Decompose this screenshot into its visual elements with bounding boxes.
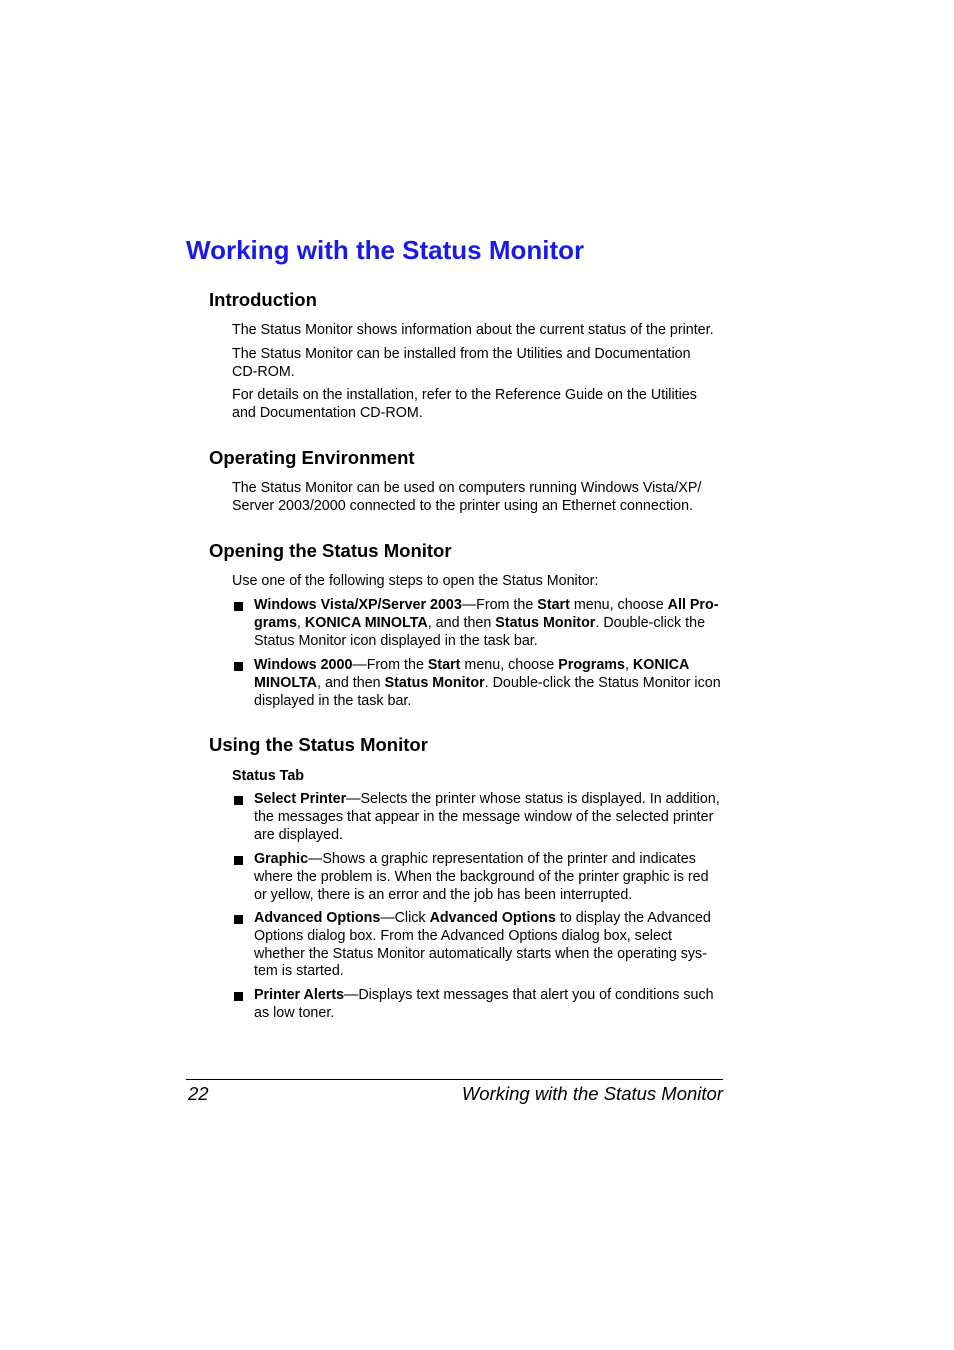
list-item-text: [254, 597, 718, 650]
text-line: Server 2003/2000 connected to the printer using an Ethernet connection.: [232, 497, 693, 514]
page-title: Working with the Status Monitor: [186, 235, 585, 265]
bold-term: Advanced Options: [429, 910, 556, 926]
introduction-paragraph-1: [232, 322, 732, 340]
text-run: —From the: [461, 597, 538, 613]
text-run: —Displays text messages that alert you of conditions such: [344, 987, 714, 1003]
text-run: . Double-click the Status Monitor icon: [484, 674, 721, 691]
text-run: ,: [624, 657, 633, 673]
square-bullet-icon: [234, 602, 243, 611]
text-run: —Selects the printer whose status is displayed. In addition,: [346, 791, 720, 807]
status-tab-subheading: Status Tab: [232, 768, 305, 784]
footer-title: Working with the Status Monitor: [461, 1083, 723, 1104]
text-line: tem is started.: [254, 963, 344, 980]
text-line: CD-ROM.: [232, 363, 295, 380]
operating-environment-paragraph: [232, 480, 732, 516]
bold-term: Programs: [558, 657, 625, 673]
text-run: —From the: [352, 657, 428, 673]
bold-term: Select Printer: [254, 791, 347, 807]
bold-term: MINOLTA: [254, 674, 317, 691]
bold-term: grams: [254, 614, 297, 631]
bold-term: KONICA: [632, 657, 690, 673]
square-bullet-icon: [234, 915, 243, 924]
square-bullet-icon: [234, 856, 243, 865]
text-line: Status Monitor icon displayed in the task bar.: [254, 632, 538, 649]
bold-term: Status Monitor: [495, 614, 596, 631]
list-item-text: [254, 987, 714, 1023]
text-run: to display the Advanced: [555, 910, 711, 926]
bold-term: Printer Alerts: [254, 987, 345, 1003]
text-line: [254, 791, 720, 809]
list-item-text: [254, 657, 721, 710]
text-line: [254, 675, 721, 693]
bold-term: Windows 2000: [254, 657, 353, 673]
text-line: Use one of the following steps to open the Status Monitor:: [232, 573, 599, 589]
list-item-text: [254, 851, 709, 904]
text-line: and Documentation CD-ROM.: [232, 404, 423, 421]
text-line: [254, 657, 721, 675]
text-run: ,: [296, 614, 305, 631]
bold-term: Status Monitor: [384, 674, 485, 691]
square-bullet-icon: [234, 662, 243, 671]
text-run: , and then: [427, 614, 496, 631]
text-line: displayed in the task bar.: [254, 692, 412, 709]
text-line: Options dialog box. From the Advanced Options dialog box, select: [254, 927, 673, 944]
footer-divider: [186, 1079, 723, 1080]
text-run: menu, choose: [569, 597, 668, 613]
bold-term: Start: [537, 597, 570, 613]
text-run: —Click: [380, 910, 430, 926]
text-line: where the problem is. When the background of the printer graphic is red: [254, 868, 709, 885]
page-number: 22: [188, 1083, 209, 1104]
text-line: or yellow, there is an error and the job has been interrupted.: [254, 886, 633, 903]
text-line: whether the Status Monitor automatically starts when the operating sys-: [254, 945, 707, 962]
bold-term: Advanced Options: [254, 910, 381, 926]
text-run: menu, choose: [460, 657, 559, 673]
opening-intro: [232, 573, 732, 591]
bold-term: All Pro-: [667, 597, 719, 613]
text-line: as low toner.: [254, 1004, 335, 1021]
list-item-text: [254, 910, 711, 981]
introduction-paragraph-3: [232, 387, 732, 423]
square-bullet-icon: [234, 796, 243, 805]
text-line: [254, 987, 714, 1005]
text-line: [254, 615, 718, 633]
bold-term: Graphic: [254, 851, 309, 867]
text-line: The Status Monitor shows information about the current status of the printer.: [232, 322, 714, 338]
text-run: —Shows a graphic representation of the printer and indicates: [308, 851, 696, 867]
text-line: are displayed.: [254, 826, 344, 843]
introduction-heading: Introduction: [209, 289, 317, 310]
text-run: , and then: [317, 674, 385, 691]
using-heading: Using the Status Monitor: [209, 734, 428, 755]
introduction-paragraph-2: [232, 346, 732, 382]
square-bullet-icon: [234, 992, 243, 1001]
bold-term: Start: [427, 657, 461, 673]
bold-term: Windows Vista/XP/Server 2003: [254, 597, 462, 613]
opening-heading: Opening the Status Monitor: [209, 540, 452, 561]
list-item-text: [254, 791, 720, 844]
text-line: For details on the installation, refer to the Reference Guide on the Utilities: [232, 387, 697, 403]
text-line: The Status Monitor can be used on computers running Windows Vista/XP/: [232, 480, 702, 496]
text-line: [254, 851, 709, 869]
text-run: . Double-click the: [595, 614, 706, 631]
text-line: [254, 597, 718, 615]
operating-environment-heading: Operating Environment: [209, 447, 415, 468]
text-line: The Status Monitor can be installed from the Utilities and Documentation: [232, 346, 691, 362]
text-line: the messages that appear in the message window of the selected printer: [254, 808, 714, 825]
bold-term: KONICA MINOLTA: [304, 614, 428, 631]
text-line: [254, 910, 711, 928]
